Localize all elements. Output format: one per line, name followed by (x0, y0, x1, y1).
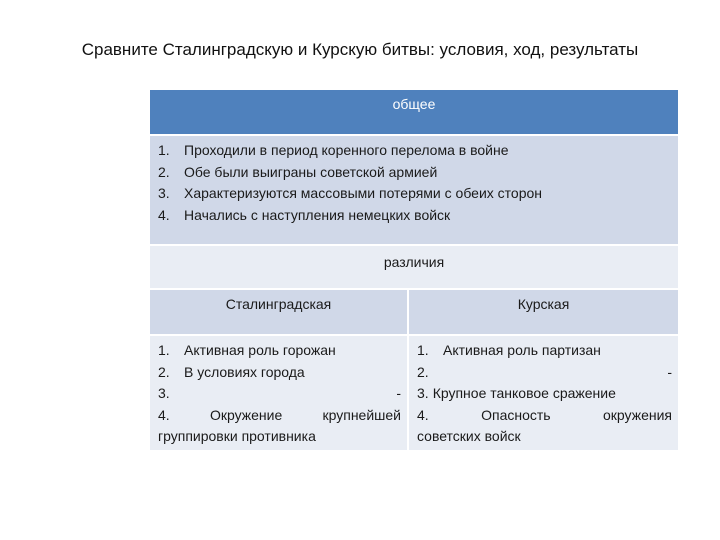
kursk-list (409, 336, 678, 450)
item-number: 4. (158, 406, 170, 423)
common-list (150, 136, 678, 244)
item-text-word: крупнейшей (322, 406, 401, 423)
item-text: Проходили в период коренного перелома в войне (184, 142, 509, 158)
item-number: 4. (158, 206, 170, 223)
item-number: 2. (158, 163, 170, 180)
item-text: Активная роль партизан (443, 342, 601, 358)
item-number: 2. (417, 363, 429, 380)
item-text: Начались с наступления немецких войск (184, 206, 451, 223)
item-number: 3. (158, 385, 170, 401)
list-item (158, 183, 678, 205)
differences-header: различия (150, 246, 678, 288)
item-number: 1. (158, 342, 170, 358)
item-number: 3. (417, 385, 429, 401)
item-text: Крупное танковое сражение (432, 385, 616, 401)
page-title: Сравните Сталинградскую и Курскую битвы: условия, ход, результаты (81, 40, 639, 59)
list-item (417, 405, 672, 427)
item-text: Активная роль горожан (184, 342, 336, 358)
item-text: В условиях города (184, 363, 305, 380)
item-text-word: Опасность (481, 406, 551, 423)
stalingrad-header: Сталинградская (150, 290, 407, 334)
item-text-continuation: советских войск (417, 428, 521, 444)
item-number: 3. (158, 185, 170, 201)
comparison-table (150, 90, 678, 450)
list-item (158, 162, 678, 184)
list-item (158, 205, 678, 227)
list-item (417, 383, 672, 405)
item-text-word: Окружение (209, 406, 283, 423)
common-header: общее (150, 90, 678, 134)
item-number: 1. (158, 142, 170, 158)
list-item (417, 340, 672, 362)
item-number: 1. (417, 342, 429, 358)
item-text: - (396, 385, 401, 401)
item-number: 4. (417, 406, 429, 423)
kursk-header: Курская (409, 290, 678, 334)
stalingrad-list (150, 336, 407, 450)
list-item (158, 140, 678, 162)
list-item (158, 405, 401, 427)
list-item (158, 362, 401, 384)
item-text: Обе были выиграны советской армией (184, 163, 438, 180)
list-item (158, 383, 401, 405)
list-item (417, 362, 672, 384)
item-number: 2. (158, 363, 170, 380)
item-text: Характеризуются массовыми потерями с обеих сторон (184, 185, 543, 201)
list-item (158, 340, 401, 362)
item-text-word: окружения (603, 406, 672, 423)
item-text-continuation: группировки противника (158, 428, 316, 444)
item-text: - (667, 363, 672, 380)
